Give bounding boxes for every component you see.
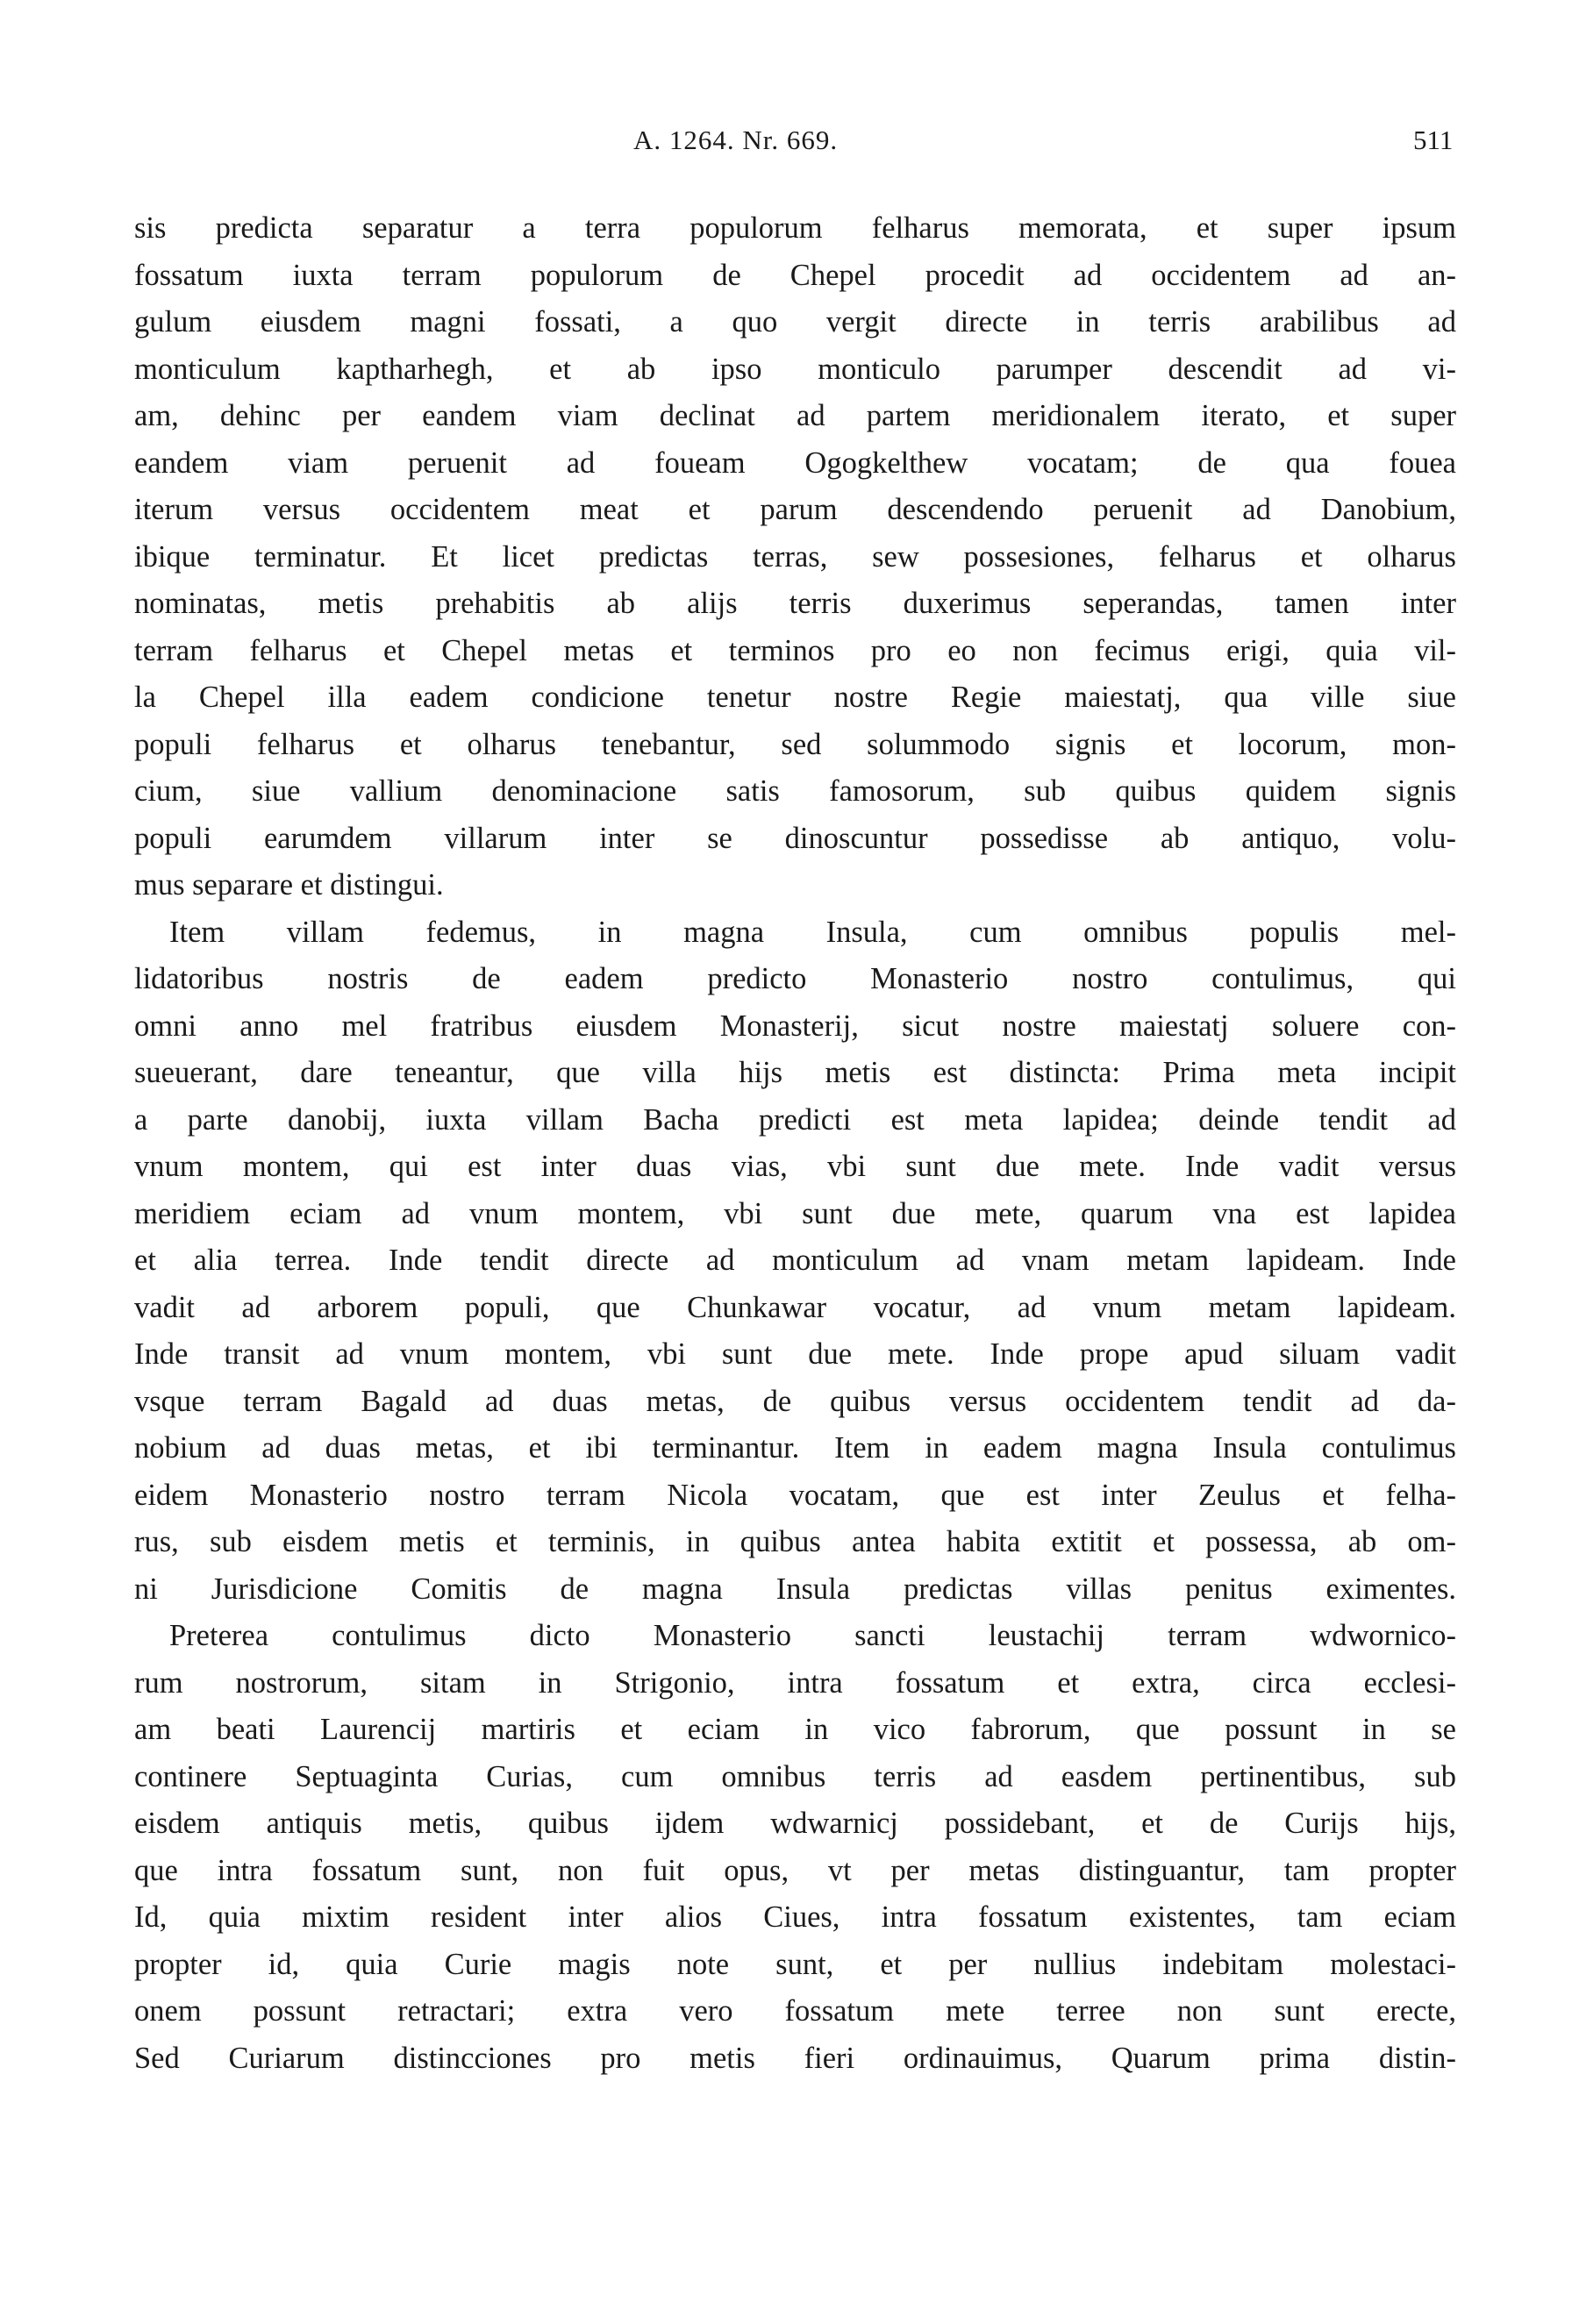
text-line: et alia terrea. Inde tendit directe ad monticulum ad vnam metam lapideam. Inde — [134, 1244, 1456, 1277]
text-line: nominatas, metis prehabitis ab alijs terris duxerimus seperandas, tamen inter — [134, 587, 1456, 620]
text-line: ibique terminatur. Et licet predictas terras, sew possesiones, felharus et olharus — [134, 539, 1456, 574]
paragraph-end-line: mus separare et distingui. — [134, 868, 444, 902]
text-line: eidem Monasterio nostro terram Nicola vocatam, que est inter Zeulus et felha- — [134, 1478, 1456, 1512]
page-number: 511 — [1413, 125, 1454, 155]
text-line: nobium ad duas metas, et ibi terminantur. Item in eadem magna Insula contulimus — [134, 1431, 1456, 1465]
running-head-title: A. 1264. Nr. 669. — [633, 125, 839, 155]
text-line: am, dehinc per eandem viam declinat ad partem meridionalem iterato, et super — [134, 399, 1456, 432]
text-line: ni Jurisdicione Comitis de magna Insula predictas villas penitus eximentes. — [134, 1572, 1456, 1606]
text-line: propter id, quia Curie magis note sunt, et per nullius indebitam molestaci- — [134, 1947, 1456, 1981]
text-line: vsque terram Bagald ad duas metas, de quibus versus occidentem tendit ad da- — [134, 1384, 1456, 1418]
text-line: continere Septuaginta Curias, cum omnibus terris ad easdem pertinentibus, sub — [134, 1759, 1456, 1793]
text-line: a parte danobij, iuxta villam Bacha predicti est meta lapidea; deinde tendit ad — [134, 1102, 1456, 1137]
body-text — [134, 205, 1456, 2082]
paragraph-first-line: Preterea contulimus dicto Monasterio sancti leustachij terram wdwornico- — [169, 1619, 1456, 1652]
text-line: Sed Curiarum distincciones pro metis fieri ordinauimus, Quarum prima distin- — [134, 2041, 1456, 2075]
text-line: populi earumdem villarum inter se dinoscuntur possedisse ab antiquo, volu- — [134, 821, 1456, 855]
text-line: que intra fossatum sunt, non fuit opus, vt per metas distinguantur, tam propter — [134, 1853, 1456, 1887]
text-line: rum nostrorum, sitam in Strigonio, intra fossatum et extra, circa ecclesi- — [134, 1665, 1456, 1700]
text-line: fossatum iuxta terram populorum de Chepel procedit ad occidentem ad an- — [134, 258, 1456, 292]
text-line: vnum montem, qui est inter duas vias, vbi sunt due mete. Inde vadit versus — [134, 1150, 1456, 1183]
text-line: lidatoribus nostris de eadem predicto Monasterio nostro contulimus, qui — [134, 962, 1456, 995]
text-line: eandem viam peruenit ad foueam Ogogkelthew vocatam; de qua fouea — [134, 446, 1456, 480]
text-line: am beati Laurencij martiris et eciam in vico fabrorum, que possunt in se — [134, 1713, 1456, 1746]
text-line: omni anno mel fratribus eiusdem Monasterij, sicut nostre maiestatj soluere con- — [134, 1009, 1456, 1043]
running-head — [0, 123, 1579, 158]
text-line: vadit ad arborem populi, que Chunkawar vocatur, ad vnum metam lapideam. — [134, 1290, 1456, 1324]
text-line: monticulum kaptharhegh, et ab ipso monticulo parumper descendit ad vi- — [134, 352, 1456, 386]
text-line: sis predicta separatur a terra populorum felharus memorata, et super ipsum — [134, 211, 1456, 245]
text-line: eisdem antiquis metis, quibus ijdem wdwarnicj possidebant, et de Curijs hijs, — [134, 1807, 1456, 1840]
text-line: rus, sub eisdem metis et terminis, in quibus antea habita extitit et possessa, ab om- — [134, 1525, 1456, 1558]
paragraph-first-line: Item villam fedemus, in magna Insula, cum omnibus populis mel- — [169, 915, 1456, 949]
text-line: iterum versus occidentem meat et parum descendendo peruenit ad Danobium, — [134, 493, 1456, 526]
text-line: la Chepel illa eadem condicione tenetur nostre Regie maiestatj, qua ville siue — [134, 681, 1456, 714]
text-line: Inde transit ad vnum montem, vbi sunt due mete. Inde prope apud siluam vadit — [134, 1337, 1456, 1371]
text-line: terram felharus et Chepel metas et terminos pro eo non fecimus erigi, quia vil- — [134, 633, 1456, 667]
text-line: cium, siue vallium denominacione satis famosorum, sub quibus quidem signis — [134, 774, 1456, 808]
text-line: populi felharus et olharus tenebantur, sed solummodo signis et locorum, mon- — [134, 727, 1456, 761]
text-line: meridiem eciam ad vnum montem, vbi sunt due mete, quarum vna est lapidea — [134, 1196, 1456, 1230]
text-line: sueuerant, dare teneantur, que villa hijs metis est distincta: Prima meta incipit — [134, 1056, 1456, 1089]
text-line: gulum eiusdem magni fossati, a quo vergit directe in terris arabilibus ad — [134, 305, 1456, 339]
text-line: onem possunt retractari; extra vero fossatum mete terree non sunt erecte, — [134, 1994, 1456, 2028]
text-line: Id, quia mixtim resident inter alios Ciues, intra fossatum existentes, tam eciam — [134, 1900, 1456, 1934]
